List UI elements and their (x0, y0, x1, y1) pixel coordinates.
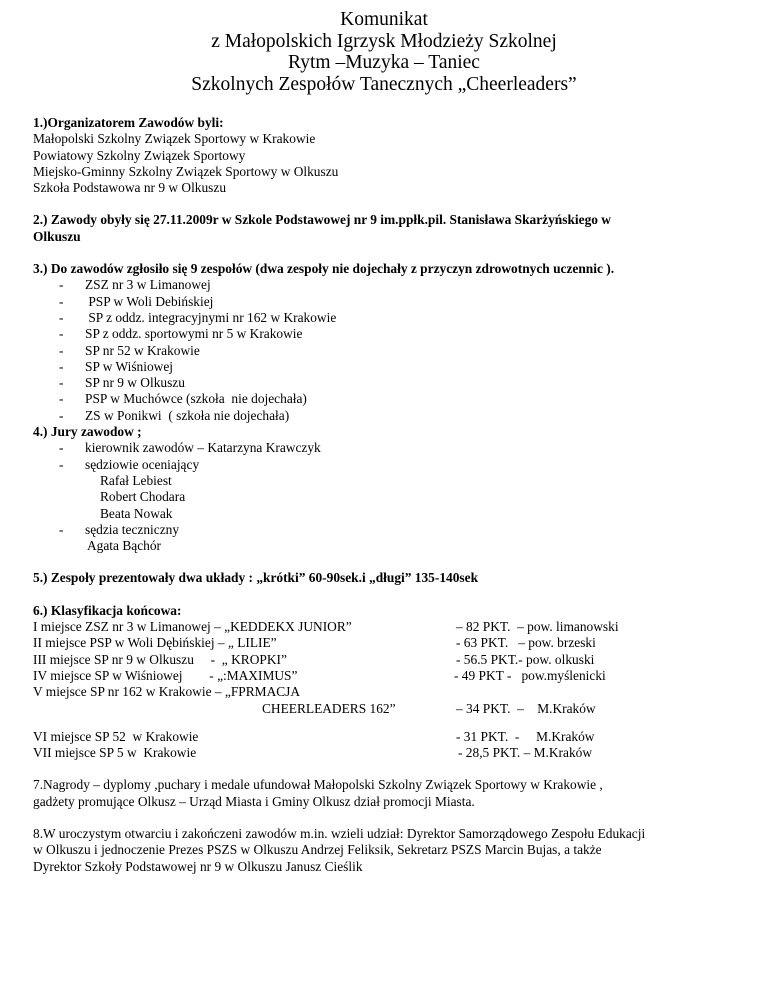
list-dash: - (59, 293, 64, 309)
ranking-points: - 56.5 PKT.- pow. olkuski (456, 651, 595, 667)
ranking-place: IV miejsce SP w Wiśniowej - „:MAXIMUS” (33, 667, 298, 683)
judge-name: Beata Nowak (100, 505, 173, 521)
ranking-place: VII miejsce SP 5 w Krakowie (33, 745, 197, 761)
title-line-2: z Małopolskich Igrzysk Młodzieży Szkolnej (211, 30, 557, 52)
team-item (33, 375, 745, 391)
jury-role: sędziowie oceniający (85, 456, 200, 472)
title-line-3: Rytm –Muzyka – Taniec (288, 52, 480, 73)
team-item (33, 310, 745, 326)
awards-line-2: gadżety promujące Olkusz – Urząd Miasta i Gminy Olkusz dział promocji Miasta. (33, 793, 475, 809)
list-dash: - (59, 391, 64, 407)
ranking-points: – 34 PKT. – M.Kraków (456, 700, 596, 716)
title-line-4: Szkolnych Zespołów Tanecznych „Cheerleaders” (191, 73, 577, 95)
ranking-row (33, 701, 745, 717)
team-name: PSP w Muchówce (szkoła nie dojechała) (85, 391, 307, 407)
venue-line-1: 2.) Zawody obyły się 27.11.2009r w Szkole Podstawowej nr 9 im.ppłk.pil. Stanisława Skarżyńskiego w (33, 212, 611, 228)
judge-name: Robert Chodara (100, 489, 186, 505)
list-dash: - (59, 521, 64, 537)
ranking-row (33, 635, 745, 651)
team-item (33, 277, 745, 293)
team-item (33, 326, 745, 342)
ranking-place: II miejsce PSP w Woli Dębińskiej – „ LILIE” (33, 635, 277, 651)
jury-heading: 4.) Jury zawodow ; (33, 424, 142, 440)
team-name: SP w Wiśniowej (85, 358, 173, 374)
team-name: SP nr 52 w Krakowie (85, 342, 200, 358)
team-item (33, 408, 745, 424)
list-dash: - (59, 309, 64, 325)
team-item (33, 294, 745, 310)
list-dash: - (59, 456, 64, 472)
ranking-place: VI miejsce SP 52 w Krakowie (33, 728, 199, 744)
tech-judge: Agata Bąchór (87, 538, 161, 554)
team-name: SP nr 9 w Olkuszu (85, 375, 185, 391)
ranking-row (33, 684, 745, 700)
list-dash: - (59, 342, 64, 358)
ceremony-line-1: 8.W uroczystym otwarciu i zakończeni zawodów m.in. wzieli udział: Dyrektor Samorządowego Zespołu Edukacji (33, 825, 646, 841)
team-name: SP z oddz. sportowymi nr 5 w Krakowie (85, 326, 303, 342)
ranking-points: - 31 PKT. - M.Kraków (456, 728, 595, 744)
list-dash: - (59, 358, 64, 374)
ranking-place: III miejsce SP nr 9 w Olkuszu - „ KROPKI” (33, 651, 287, 667)
jury-item (33, 522, 745, 538)
ranking-points: - 63 PKT. – pow. brzeski (456, 635, 596, 651)
tech-judge-name (33, 538, 745, 554)
list-dash: - (59, 375, 64, 391)
ranking-row (33, 668, 745, 684)
ranking-place: CHEERLEADERS 162” (262, 700, 396, 716)
jury-role: sędzia teczniczny (85, 521, 180, 537)
team-item (33, 343, 745, 359)
team-item (33, 391, 745, 407)
ranking-points: - 28,5 PKT. – M.Kraków (458, 745, 593, 761)
jury-item (33, 440, 745, 456)
document-body (33, 115, 745, 875)
ceremony-line-3: Dyrektor Szkoły Podstawowej nr 9 w Olkuszu Janusz Cieślik (33, 858, 363, 874)
list-dash: - (59, 326, 64, 342)
ranking-place: I miejsce ZSZ nr 3 w Limanowej – „KEDDEKX JUNIOR” (33, 619, 352, 635)
jury-role: kierownik zawodów – Katarzyna Krawczyk (85, 440, 321, 456)
teams-heading: 3.) Do zawodów zgłosiło się 9 zespołów (dwa zespoły nie dojechały z przyczyn zdrowotnych uczennic ). (33, 261, 615, 277)
organizer-line: Powiatowy Szkolny Związek Sportowy (33, 147, 246, 163)
list-dash: - (59, 440, 64, 456)
ranking-place: V miejsce SP nr 162 w Krakowie – „FPRMACJA (33, 684, 301, 700)
document-title (0, 9, 768, 95)
ranking-row (33, 652, 745, 668)
organizers-heading: 1.)Organizatorem Zawodów byli: (33, 115, 224, 130)
team-name: SP z oddz. integracyjnymi nr 162 w Krakowie (85, 309, 337, 325)
venue-line-2: Olkuszu (33, 228, 81, 244)
ranking-points: – 82 PKT. – pow. limanowski (456, 619, 619, 635)
team-name: PSP w Woli Debińskiej (85, 293, 214, 309)
organizer-line: Szkoła Podstawowa nr 9 w Olkuszu (33, 180, 227, 196)
awards-line-1: 7.Nagrody – dyplomy ,puchary i medale ufundował Małopolski Szkolny Związek Sportowy w Krakowie , (33, 777, 603, 793)
list-dash: - (59, 407, 64, 423)
ranking-points: - 49 PKT - pow.myślenicki (454, 667, 606, 683)
list-dash: - (59, 277, 64, 293)
team-name: ZSZ nr 3 w Limanowej (85, 277, 211, 293)
classification-heading: 6.) Klasyfikacja końcowa: (33, 602, 182, 618)
judge-name: Rafał Lebiest (100, 472, 172, 488)
ranking-row (33, 729, 745, 745)
routines-line: 5.) Zespoły prezentowały dwa układy : „krótki” 60-90sek.i „długi” 135-140sek (33, 570, 479, 586)
ranking-row (33, 619, 745, 635)
team-name: ZS w Ponikwi ( szkoła nie dojechała) (85, 407, 290, 423)
ranking-row (33, 745, 745, 761)
organizer-line: Miejsko-Gminny Szkolny Związek Sportowy w Olkuszu (33, 163, 339, 179)
title-line-1: Komunikat (340, 9, 428, 30)
ceremony-line-2: w Olkuszu i jednoczenie Prezes PSZS w Olkuszu Andrzej Feliksik, Sekretarz PSZS Marcin Bujas, a także (33, 842, 602, 858)
jury-item (33, 457, 745, 473)
organizer-line: Małopolski Szkolny Związek Sportowy w Krakowie (33, 131, 316, 147)
team-item (33, 359, 745, 375)
